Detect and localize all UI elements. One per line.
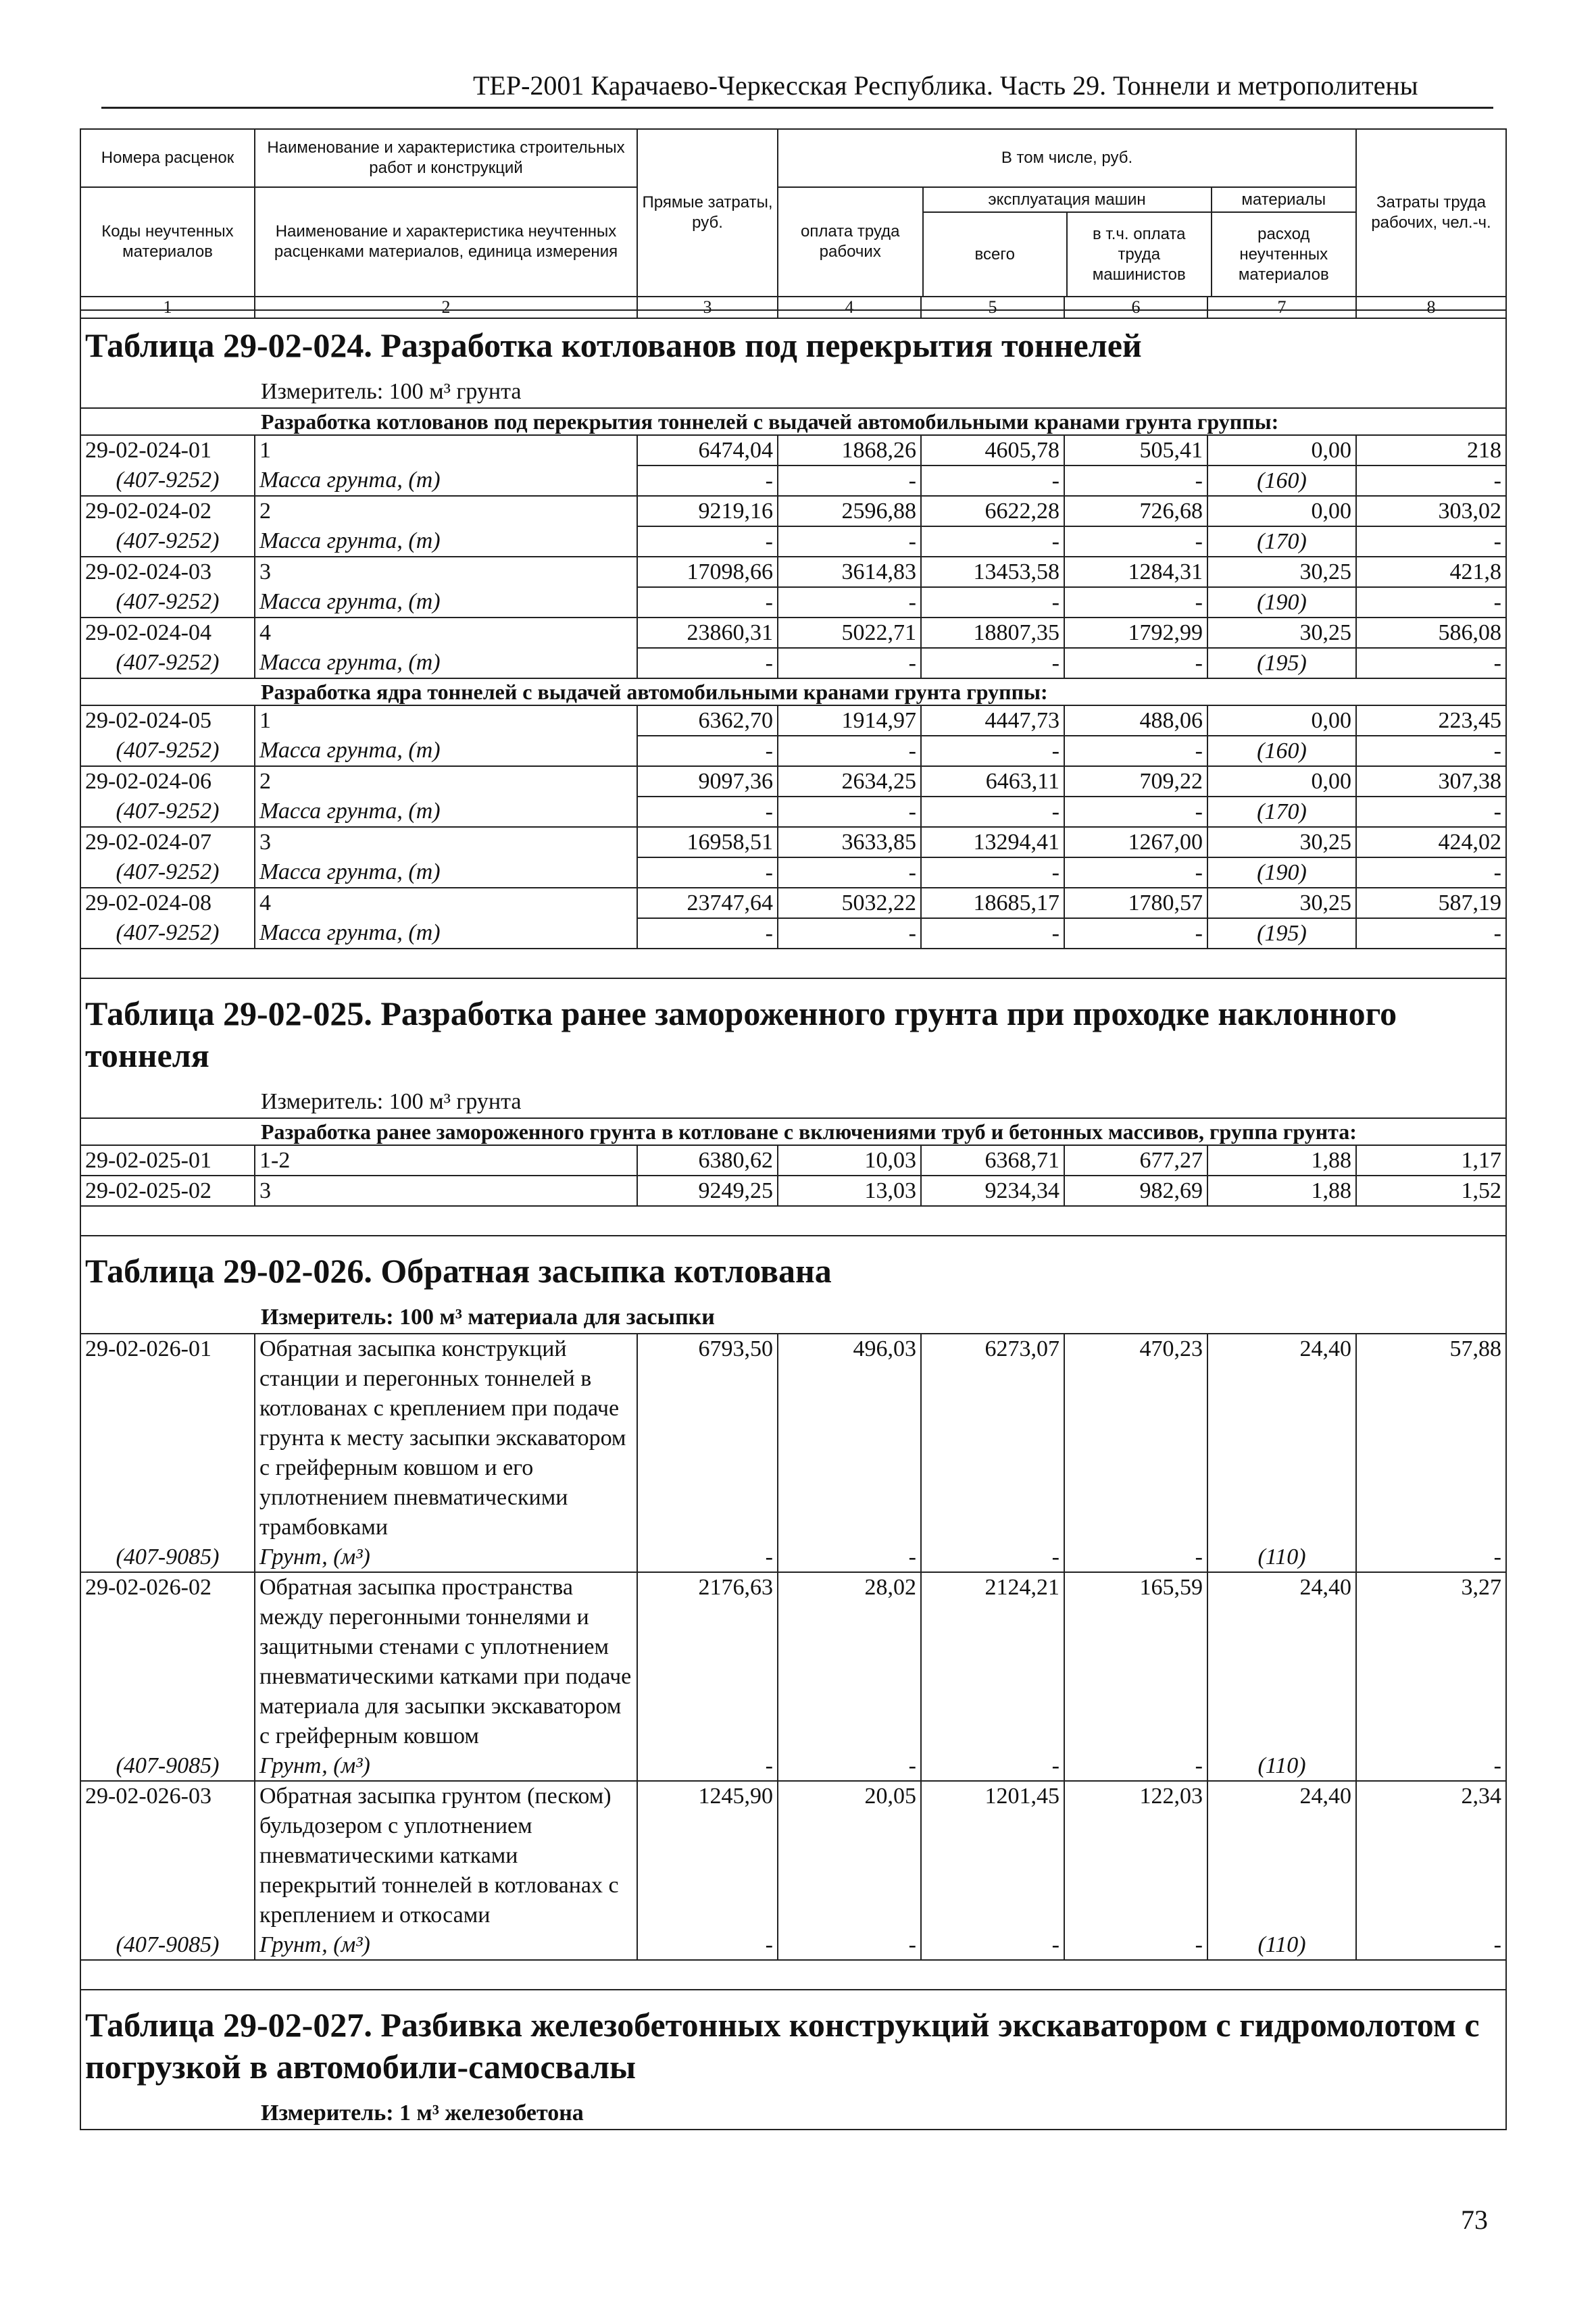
value-pay: 2634,25 — [778, 766, 921, 797]
dash-cell: - — [1064, 526, 1207, 557]
material-name: Масса грунта, (т) — [255, 857, 637, 888]
dash-cell: - — [921, 736, 1064, 766]
col-code-top: Номера расценок — [80, 129, 255, 187]
value-mach: 9234,34 — [921, 1176, 1064, 1206]
table-row — [80, 1781, 1506, 1930]
value-mat: 24,40 — [1207, 1572, 1356, 1751]
table-title: Таблица 29-02-025. Разработка ранее замороженного грунта при проходке наклонного тоннеля — [80, 978, 1506, 1084]
dash-cell: - — [921, 526, 1064, 557]
material-use: (110) — [1207, 1751, 1356, 1781]
measure-unit: Измеритель: 100 м³ материала для засыпки — [80, 1300, 1506, 1334]
value-labor: 587,19 — [1356, 888, 1506, 918]
rate-code: 29-02-025-02 — [80, 1176, 255, 1206]
material-name: Масса грунта, (т) — [255, 797, 637, 827]
value-mach: 6463,11 — [921, 766, 1064, 797]
rate-code: 29-02-024-01 — [80, 435, 255, 466]
rate-code: 29-02-024-08 — [80, 888, 255, 918]
material-row — [80, 466, 1506, 496]
value-mach: 6273,07 — [921, 1334, 1064, 1542]
material-use: (170) — [1207, 797, 1356, 827]
value-mat: 0,00 — [1207, 435, 1356, 466]
dash-cell: - — [637, 526, 778, 557]
table-row — [80, 888, 1506, 918]
work-name: 1 — [255, 705, 637, 736]
value-mat: 30,25 — [1207, 557, 1356, 587]
dash-cell: - — [1064, 1930, 1207, 1960]
table-row — [80, 435, 1506, 466]
table-row — [80, 705, 1506, 736]
value-mat: 30,25 — [1207, 827, 1356, 857]
dash-cell: - — [1356, 526, 1506, 557]
material-code: (407-9252) — [80, 526, 255, 557]
page-header-title: ТЕР-2001 Карачаево-Черкесская Республика. Часть 29. Тоннели и метрополитены — [473, 70, 1418, 101]
material-row — [80, 1930, 1506, 1960]
value-pay: 3633,85 — [778, 827, 921, 857]
value-direct: 9249,25 — [637, 1176, 778, 1206]
section-title: Разработка ядра тоннелей с выдачей автомобильными кранами грунта группы: — [80, 678, 1506, 705]
value-direct: 6793,50 — [637, 1334, 778, 1542]
work-name: 1 — [255, 435, 637, 466]
table-row — [80, 557, 1506, 587]
material-code: (407-9252) — [80, 648, 255, 678]
table-title: Таблица 29-02-027. Разбивка железобетонных конструкций экскаватором с гидромолотом с погрузкой в автомобили-самосвалы — [80, 1990, 1506, 2096]
value-pay: 10,03 — [778, 1145, 921, 1176]
value-labor: 1,17 — [1356, 1145, 1506, 1176]
col-num: 2 — [255, 297, 637, 318]
value-labor: 424,02 — [1356, 827, 1506, 857]
dash-cell: - — [1064, 1751, 1207, 1781]
material-use: (190) — [1207, 857, 1356, 888]
dash-cell: - — [1064, 648, 1207, 678]
dash-cell: - — [637, 857, 778, 888]
rate-code: 29-02-024-07 — [80, 827, 255, 857]
value-direct: 16958,51 — [637, 827, 778, 857]
measure-unit: Измеритель: 100 м³ грунта — [80, 1084, 1506, 1118]
col-machinist-pay: в т.ч. оплата труда машинистов — [1067, 212, 1212, 296]
col-num: 4 — [778, 297, 921, 318]
value-direct: 17098,66 — [637, 557, 778, 587]
value-mach: 4447,73 — [921, 705, 1064, 736]
spacer — [80, 1206, 1506, 1236]
value-pay: 3614,83 — [778, 557, 921, 587]
value-mat: 30,25 — [1207, 888, 1356, 918]
dash-cell: - — [921, 918, 1064, 949]
rate-code: 29-02-024-04 — [80, 618, 255, 648]
dash-cell: - — [921, 1751, 1064, 1781]
dash-cell: - — [921, 857, 1064, 888]
page-number: 73 — [1461, 2205, 1488, 2235]
col-num: 5 — [921, 297, 1064, 318]
value-labor: 303,02 — [1356, 496, 1506, 526]
value-mach: 13294,41 — [921, 827, 1064, 857]
material-row — [80, 918, 1506, 949]
dash-cell: - — [921, 797, 1064, 827]
rate-code: 29-02-026-03 — [80, 1781, 255, 1930]
value-mat: 0,00 — [1207, 705, 1356, 736]
value-labor: 307,38 — [1356, 766, 1506, 797]
dash-cell: - — [778, 797, 921, 827]
material-name: Грунт, (м³) — [255, 1751, 637, 1781]
value-pay: 5032,22 — [778, 888, 921, 918]
work-name: Обратная засыпка грунтом (песком) бульдозером с уплотнением пневматическими катками перекрытий тоннелей в котлованах с креплением и откосами — [255, 1781, 637, 1930]
work-name: Обратная засыпка пространства между перегонными тоннелями и защитными стенами с уплотнением пневматическими катками при подаче материала для засыпки экскаватором с грейферным ковшом — [255, 1572, 637, 1751]
material-code: (407-9252) — [80, 918, 255, 949]
material-code: (407-9252) — [80, 736, 255, 766]
col-materials: материалы — [1212, 188, 1356, 212]
dash-cell: - — [1356, 1930, 1506, 1960]
dash-cell: - — [778, 857, 921, 888]
value-direct: 6380,62 — [637, 1145, 778, 1176]
dash-cell: - — [1356, 648, 1506, 678]
dash-cell: - — [1064, 797, 1207, 827]
work-name: 2 — [255, 496, 637, 526]
value-direct: 6474,04 — [637, 435, 778, 466]
dash-cell: - — [637, 1930, 778, 1960]
dash-cell: - — [1356, 918, 1506, 949]
value-mach: 13453,58 — [921, 557, 1064, 587]
dash-cell: - — [1064, 857, 1207, 888]
rate-code: 29-02-024-06 — [80, 766, 255, 797]
work-name: 3 — [255, 1176, 637, 1206]
material-name: Масса грунта, (т) — [255, 466, 637, 496]
col-incl: В том числе, руб. — [778, 129, 1356, 187]
material-row — [80, 797, 1506, 827]
value-labor: 57,88 — [1356, 1334, 1506, 1542]
material-use: (190) — [1207, 587, 1356, 618]
col-num: 3 — [637, 297, 778, 318]
value-pay: 20,05 — [778, 1781, 921, 1930]
value-labor: 586,08 — [1356, 618, 1506, 648]
value-mat: 1,88 — [1207, 1145, 1356, 1176]
dash-cell: - — [1356, 1751, 1506, 1781]
dash-cell: - — [778, 736, 921, 766]
material-code: (407-9252) — [80, 857, 255, 888]
dash-cell: - — [921, 466, 1064, 496]
material-row — [80, 1542, 1506, 1572]
material-use: (110) — [1207, 1930, 1356, 1960]
header-rule — [101, 107, 1493, 109]
material-name: Масса грунта, (т) — [255, 918, 637, 949]
col-labor-pay: оплата труда рабочих — [778, 188, 923, 296]
value-labor: 2,34 — [1356, 1781, 1506, 1930]
value-machpay: 726,68 — [1064, 496, 1207, 526]
dash-cell: - — [1356, 857, 1506, 888]
material-name: Масса грунта, (т) — [255, 526, 637, 557]
value-mach: 18685,17 — [921, 888, 1064, 918]
material-row — [80, 587, 1506, 618]
value-mach: 6622,28 — [921, 496, 1064, 526]
value-direct: 9097,36 — [637, 766, 778, 797]
value-labor: 218 — [1356, 435, 1506, 466]
dash-cell: - — [778, 648, 921, 678]
material-row — [80, 526, 1506, 557]
dash-cell: - — [778, 918, 921, 949]
material-code: (407-9085) — [80, 1751, 255, 1781]
table-row — [80, 1145, 1506, 1176]
col-num: 8 — [1356, 297, 1506, 318]
work-name: 2 — [255, 766, 637, 797]
dash-cell: - — [778, 1930, 921, 1960]
value-labor: 3,27 — [1356, 1572, 1506, 1751]
value-pay: 1914,97 — [778, 705, 921, 736]
value-pay: 496,03 — [778, 1334, 921, 1542]
value-mach: 4605,78 — [921, 435, 1064, 466]
value-pay: 2596,88 — [778, 496, 921, 526]
dash-cell: - — [1356, 466, 1506, 496]
value-mat: 24,40 — [1207, 1781, 1356, 1930]
value-machpay: 982,69 — [1064, 1176, 1207, 1206]
material-row — [80, 857, 1506, 888]
table-title: Таблица 29-02-024. Разработка котлованов под перекрытия тоннелей — [80, 310, 1506, 374]
material-code: (407-9252) — [80, 797, 255, 827]
dash-cell: - — [1356, 1542, 1506, 1572]
dash-cell: - — [637, 1542, 778, 1572]
rate-code: 29-02-026-01 — [80, 1334, 255, 1542]
work-name: 4 — [255, 618, 637, 648]
dash-cell: - — [1064, 466, 1207, 496]
value-direct: 23747,64 — [637, 888, 778, 918]
dash-cell: - — [921, 1542, 1064, 1572]
col-num: 7 — [1207, 297, 1356, 318]
value-machpay: 470,23 — [1064, 1334, 1207, 1542]
col-direct: Прямые затраты, руб. — [637, 129, 778, 297]
material-name: Масса грунта, (т) — [255, 648, 637, 678]
value-mat: 1,88 — [1207, 1176, 1356, 1206]
dash-cell: - — [637, 466, 778, 496]
dash-cell: - — [1064, 587, 1207, 618]
value-direct: 2176,63 — [637, 1572, 778, 1751]
value-machpay: 1267,00 — [1064, 827, 1207, 857]
work-name: 1-2 — [255, 1145, 637, 1176]
material-code: (407-9085) — [80, 1930, 255, 1960]
table-row — [80, 1176, 1506, 1206]
col-num: 1 — [80, 297, 255, 318]
value-machpay: 122,03 — [1064, 1781, 1207, 1930]
rate-code: 29-02-024-03 — [80, 557, 255, 587]
table-row — [80, 766, 1506, 797]
dash-cell: - — [921, 648, 1064, 678]
dash-cell: - — [1356, 736, 1506, 766]
value-machpay: 709,22 — [1064, 766, 1207, 797]
rate-code: 29-02-025-01 — [80, 1145, 255, 1176]
value-mat: 24,40 — [1207, 1334, 1356, 1542]
material-code: (407-9085) — [80, 1542, 255, 1572]
col-name-bottom: Наименование и характеристика неучтенных расценками материалов, единица измерения — [255, 187, 637, 297]
material-name: Грунт, (м³) — [255, 1542, 637, 1572]
dash-cell: - — [1064, 736, 1207, 766]
dash-cell: - — [637, 918, 778, 949]
col-materials-use: расход неучтенных материалов — [1238, 224, 1329, 284]
material-code: (407-9252) — [80, 587, 255, 618]
value-machpay: 677,27 — [1064, 1145, 1207, 1176]
material-name: Грунт, (м³) — [255, 1930, 637, 1960]
value-mach: 1201,45 — [921, 1781, 1064, 1930]
value-machpay: 1780,57 — [1064, 888, 1207, 918]
dash-cell: - — [778, 526, 921, 557]
value-machpay: 165,59 — [1064, 1572, 1207, 1751]
col-incl-sub — [778, 187, 1356, 297]
price-body-table — [80, 309, 1507, 2130]
dash-cell: - — [637, 797, 778, 827]
dash-cell: - — [778, 466, 921, 496]
dash-cell: - — [1064, 918, 1207, 949]
col-name-top: Наименование и характеристика строительных работ и конструкций — [255, 129, 637, 187]
value-direct: 1245,90 — [637, 1781, 778, 1930]
table-row — [80, 618, 1506, 648]
measure-unit: Измеритель: 1 м³ железобетона — [80, 2096, 1506, 2130]
work-name: Обратная засыпка конструкций станции и перегонных тоннелей в котлованах с креплением при подаче грунта к месту засыпки экскаватором с грейферным ковшом и его уплотнением пневматическими трамбовками — [255, 1334, 637, 1542]
material-name: Масса грунта, (т) — [255, 736, 637, 766]
value-pay: 13,03 — [778, 1176, 921, 1206]
value-direct: 23860,31 — [637, 618, 778, 648]
dash-cell: - — [1356, 797, 1506, 827]
table-title: Таблица 29-02-026. Обратная засыпка котлована — [80, 1236, 1506, 1300]
dash-cell: - — [1064, 1542, 1207, 1572]
col-labor: Затраты труда рабочих, чел.-ч. — [1356, 129, 1506, 297]
value-pay: 28,02 — [778, 1572, 921, 1751]
col-num: 6 — [1064, 297, 1207, 318]
material-use: (160) — [1207, 736, 1356, 766]
col-machines-total: всего — [923, 212, 1068, 296]
material-name: Масса грунта, (т) — [255, 587, 637, 618]
value-mach: 18807,35 — [921, 618, 1064, 648]
col-machines: эксплуатация машин — [923, 188, 1212, 212]
material-use: (170) — [1207, 526, 1356, 557]
column-header-table — [80, 128, 1507, 319]
dash-cell: - — [637, 648, 778, 678]
measure-unit: Измеритель: 100 м³ грунта — [80, 374, 1506, 408]
work-name: 3 — [255, 827, 637, 857]
material-use: (110) — [1207, 1542, 1356, 1572]
value-pay: 1868,26 — [778, 435, 921, 466]
material-use: (195) — [1207, 918, 1356, 949]
dash-cell: - — [921, 1930, 1064, 1960]
rate-code: 29-02-024-02 — [80, 496, 255, 526]
material-code: (407-9252) — [80, 466, 255, 496]
rate-code: 29-02-026-02 — [80, 1572, 255, 1751]
value-mat: 30,25 — [1207, 618, 1356, 648]
value-labor: 223,45 — [1356, 705, 1506, 736]
work-name: 4 — [255, 888, 637, 918]
dash-cell: - — [778, 1542, 921, 1572]
value-machpay: 1792,99 — [1064, 618, 1207, 648]
value-machpay: 488,06 — [1064, 705, 1207, 736]
table-row — [80, 1572, 1506, 1751]
material-row — [80, 736, 1506, 766]
rate-code: 29-02-024-05 — [80, 705, 255, 736]
col-code-bottom: Коды неучтенных материалов — [80, 187, 255, 297]
table-row — [80, 827, 1506, 857]
value-pay: 5022,71 — [778, 618, 921, 648]
spacer — [80, 1960, 1506, 1990]
section-title: Разработка ранее замороженного грунта в котловане с включениями труб и бетонных массивов, группа грунта: — [80, 1118, 1506, 1145]
material-row — [80, 648, 1506, 678]
material-use: (160) — [1207, 466, 1356, 496]
value-machpay: 505,41 — [1064, 435, 1207, 466]
value-labor: 1,52 — [1356, 1176, 1506, 1206]
dash-cell: - — [778, 587, 921, 618]
dash-cell: - — [1356, 587, 1506, 618]
value-direct: 6362,70 — [637, 705, 778, 736]
value-mat: 0,00 — [1207, 766, 1356, 797]
spacer — [80, 949, 1506, 978]
dash-cell: - — [637, 1751, 778, 1781]
dash-cell: - — [637, 587, 778, 618]
value-mach: 6368,71 — [921, 1145, 1064, 1176]
value-machpay: 1284,31 — [1064, 557, 1207, 587]
dash-cell: - — [637, 736, 778, 766]
section-title: Разработка котлованов под перекрытия тоннелей с выдачей автомобильными кранами грунта группы: — [80, 408, 1506, 435]
table-row — [80, 496, 1506, 526]
material-row — [80, 1751, 1506, 1781]
value-mach: 2124,21 — [921, 1572, 1064, 1751]
work-name: 3 — [255, 557, 637, 587]
value-mat: 0,00 — [1207, 496, 1356, 526]
value-labor: 421,8 — [1356, 557, 1506, 587]
value-direct: 9219,16 — [637, 496, 778, 526]
table-row — [80, 1334, 1506, 1542]
dash-cell: - — [921, 587, 1064, 618]
dash-cell: - — [778, 1751, 921, 1781]
material-use: (195) — [1207, 648, 1356, 678]
